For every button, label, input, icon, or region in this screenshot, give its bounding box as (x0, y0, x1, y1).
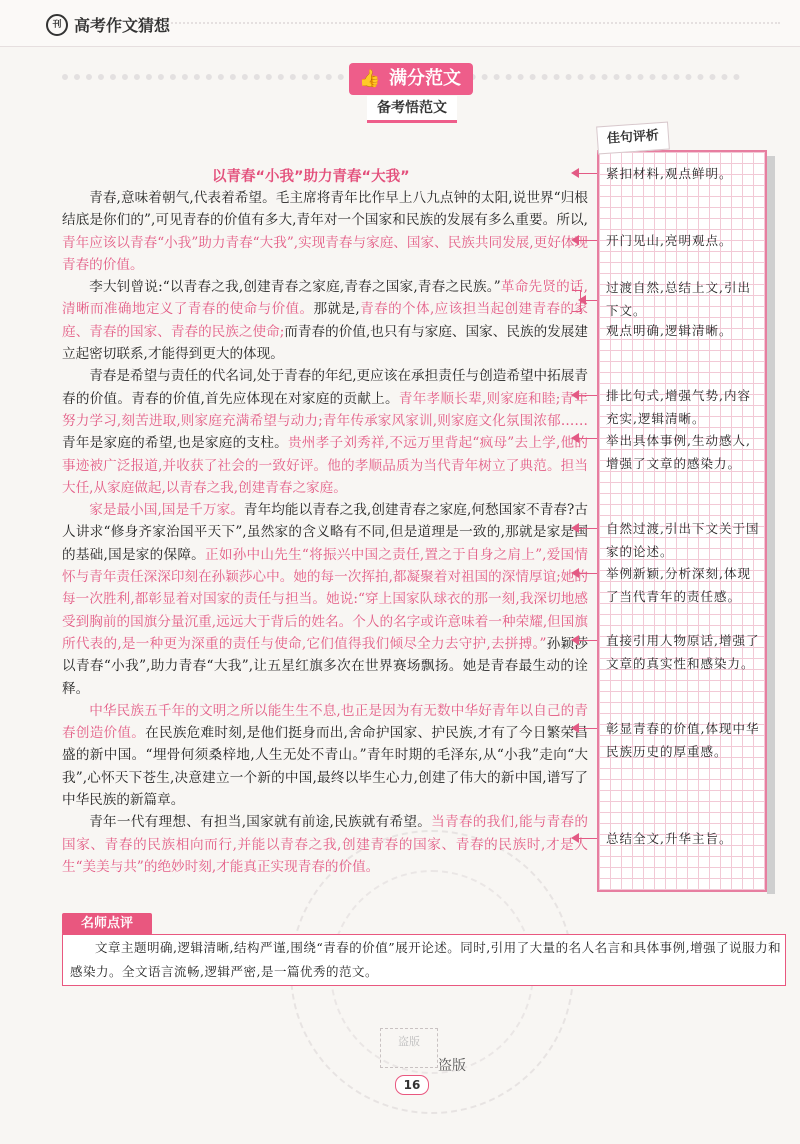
comment-column-tag: 佳句评析 (596, 122, 670, 155)
article-body (62, 187, 588, 878)
watermark-label: 盗版 (438, 1058, 466, 1074)
text-segment: 中华民族五千年的文明之所以能生生不息,也正是因为有无数中华好青年以自己的青春创造价值。 (62, 702, 588, 742)
arrow-pointer (580, 300, 597, 301)
text-segment: 青年应该以青春“小我”助力青春“大我”,实现青春与家庭、国家、民族共同发展,更好体现青春的价值。 (62, 234, 588, 273)
note-5: 排比句式,增强气势,内容充实,逻辑清晰。 (606, 388, 751, 426)
text-segment: 在民族危难时刻,是他们挺身而出,舍命护国家、护民族,才有了今日繁荣昌盛的新中国。“埋骨何须桑梓地,人生无处不青山。”青年时期的毛泽东,从“小我”走向“大我”,心怀天下苍生,决意建立一个新的中国,最终以毕生心力,创建了伟大的新中国,谱写了中华民族的新篇章。 (62, 725, 589, 809)
text-segment: 青春是希望与责任的代名词,处于青春的年纪,更应该在承担责任与创造希望中拓展青春的价值。青春的价值,首先应体现在对家庭的贡献上。 (62, 368, 588, 407)
text-segment: 正如孙中山先生“将振兴中国之责任,置之于自身之肩上”,爱国情怀与青年责任深深印刻在孙颖莎心中。她的每一次挥拍,都凝聚着对祖国的深情厚谊;她的每一次胜利,都彰显着对国家的责任与担当。她说:“穿上国家队球衣的那一刻,我深切地感受到胸前的国旗分量沉重,远远大于背后的姓名。个人的名字或许意味着一种荣耀,但国旗所代表的,是一种更为深重的责任与使命,它们值得我们倾尽全力去守护,去拼搏。” (62, 546, 588, 652)
note-2: 开门见山,亮明观点。 (606, 233, 733, 248)
section-tag (349, 63, 473, 95)
arrow-pointer (573, 573, 597, 574)
text-segment: 青春,意味着朝气,代表着希望。毛主席将青年比作早上八九点钟的太阳,说世界“归根结底是你们的”,可见青春的价值有多大,青年对一个国家和民族的发展有多么重要。所以, (62, 190, 588, 229)
paragraph-1 (62, 187, 588, 276)
text-segment: 而青春的价值,也只有与家庭、国家、民族的发展建立起密切联系,才能得到更大的体现。 (62, 323, 588, 363)
text-segment: 那就是, (313, 301, 360, 318)
brand-logo-icon: 刊 (46, 14, 68, 36)
paragraph-3 (62, 365, 588, 499)
comment-column-shadow (767, 156, 775, 894)
header-divider (160, 22, 780, 24)
arrow-pointer (573, 240, 597, 241)
text-segment: 青年均能以青春之我,创建青春之家庭,何愁国家不青春?古人讲求“修身齐家治国平天下”,虽然家的含义略有不同,但是道理是一致的,那就是家是国的基础,国是家的保障。 (62, 502, 588, 563)
page-number: 16 (395, 1075, 429, 1095)
text-segment: 革命先贤的话,清晰而准确地定义了青春的使命与价值。 (62, 279, 588, 318)
text-segment: 当青春的我们,能与青春的国家、青春的民族相向而行,并能以青春之我,创建青春的国家、青春的民族时,才是人生“美美与共”的绝妙时刻,才能真正实现青春的价值。 (62, 814, 588, 875)
text-segment: 青年是家庭的希望,也是家庭的支柱。 (62, 435, 288, 452)
section-subtag: 备考悟范文 (367, 96, 457, 123)
arrow-pointer (573, 438, 597, 439)
note-11: 总结全文,升华主旨。 (606, 831, 733, 846)
teacher-comment-tag: 名师点评 (62, 913, 152, 935)
text-segment: 家是最小国,国是千万家。 (89, 502, 244, 519)
seal-text: 盗版 (398, 1035, 420, 1048)
arrow-pointer (573, 528, 597, 529)
arrow-pointer (573, 640, 597, 641)
note-7: 自然过渡,引出下文关于国家的论述。 (606, 521, 760, 559)
note-9: 直接引用人物原话,增强了文章的真实性和感染力。 (606, 633, 760, 671)
watermark-seal (380, 1028, 438, 1068)
text-segment: 孙颖莎以青春“小我”,助力青春“大我”,让五星红旗多次在世界赛场飘扬。她是青春最生动的诠释。 (62, 635, 588, 697)
teacher-comment-text: 文章主题明确,逻辑清晰,结构严谨,围绕“青春的价值”展开论述。同时,引用了大量的名人名言和具体事例,增强了说服力和感染力。全文语言流畅,逻辑严密,是一篇优秀的范文。 (70, 940, 782, 979)
arrow-pointer (573, 838, 597, 839)
paragraph-6 (62, 811, 588, 878)
text-segment: 李大钊曾说:“以青春之我,创建青春之家庭,青春之国家,青春之民族。” (89, 279, 501, 296)
article-title: 以青春“小我”助力青春“大我” (212, 169, 410, 185)
note-1: 紧扣材料,观点鲜明。 (606, 166, 733, 181)
paragraph-2 (62, 276, 588, 365)
thumbs-up-icon: 👍 (359, 69, 381, 89)
text-segment: 青春的个体,应该担当起创建青春的家庭、青春的国家、青春的民族之使命; (62, 301, 589, 340)
paragraph-4 (62, 499, 588, 700)
page-header (0, 0, 800, 47)
paragraph-5 (62, 700, 588, 811)
text-segment: 青年一代有理想、有担当,国家就有前途,民族就有希望。 (89, 814, 432, 831)
note-6: 举出具体事例,生动感人,增强了文章的感染力。 (606, 433, 751, 471)
note-10: 彰显青春的价值,体现中华民族历史的厚重感。 (606, 721, 760, 759)
header-title: 高考作文猜想 (74, 16, 171, 35)
text-segment: 贵州孝子刘秀祥,不远万里背起“疯母”去上学,他的事迹被广泛报道,并收获了社会的一致好评。他的孝顺品质为当代青年树立了典范。担当大任,从家庭做起,以青春之我,创建青春之家庭。 (62, 435, 588, 496)
note-4: 观点明确,逻辑清晰。 (606, 323, 733, 338)
section-tag-label: 满分范文 (389, 68, 461, 89)
arrow-pointer (573, 728, 597, 729)
text-segment: 青年孝顺长辈,则家庭和睦;青年努力学习,刻苦进取,则家庭充满希望与动力;青年传承家风家训,则家庭文化氛围浓郁…… (62, 390, 588, 429)
arrow-pointer (573, 173, 597, 174)
note-3: 过渡自然,总结上文,引出下文。 (606, 280, 751, 318)
note-8: 举例新颖,分析深刻,体现了当代青年的责任感。 (606, 566, 751, 604)
arrow-pointer (573, 395, 597, 396)
